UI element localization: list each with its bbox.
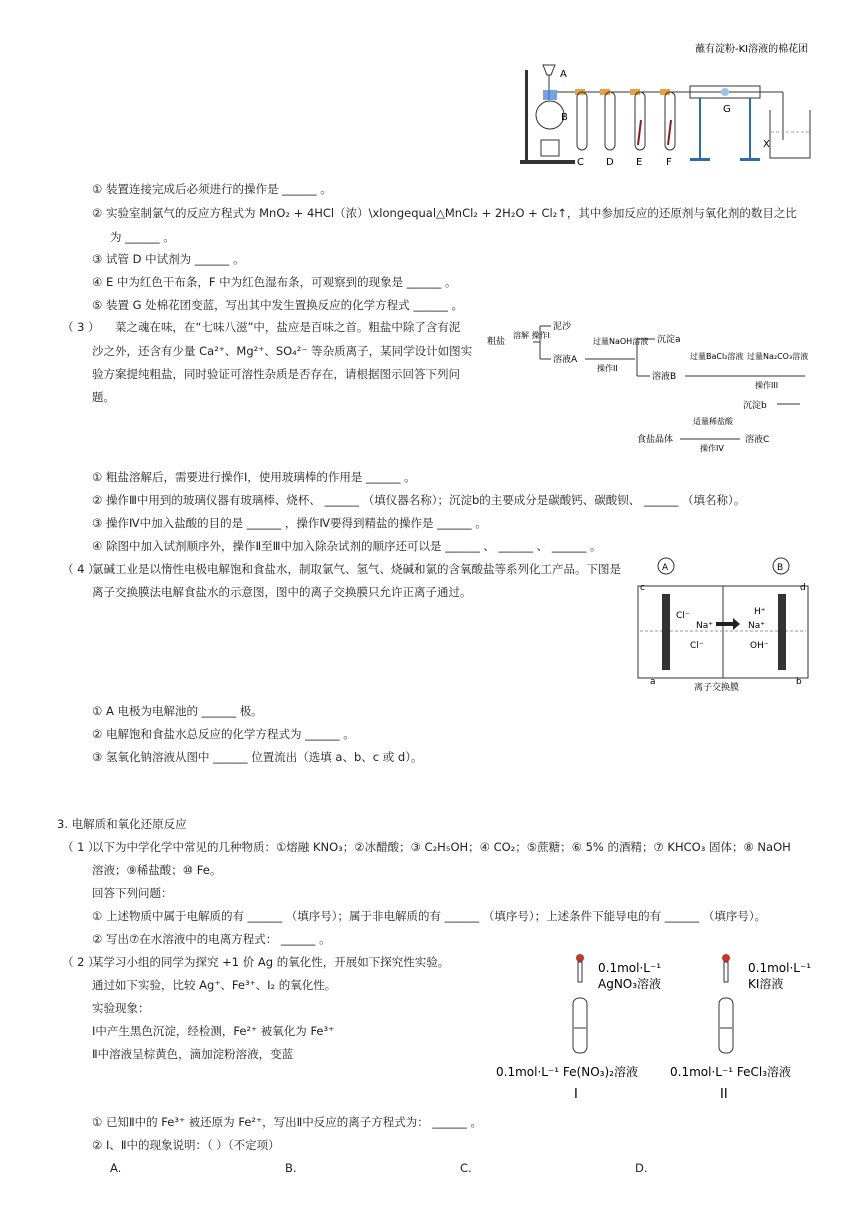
svg-text:X: X <box>763 139 770 150</box>
sec3-p1-q1: ① 上述物质中属于电解质的有 ______ （填序号）；属于非电解质的有 ______ （填序号）；上述条件下能导电的有 ______ （填序号）。 <box>92 909 767 923</box>
exp-left-num: I <box>574 1087 578 1102</box>
q2-3: ③ 试管 D 中试剂为 ______ 。 <box>92 252 245 266</box>
sec3-p1-c: 回答下列问题： <box>92 886 173 900</box>
cell-membrane: 离子交换膜 <box>694 683 740 693</box>
sec3-p1-a: 以下为中学化学中常见的几种物质：①熔融 KNO₃；②冰醋酸；③ C₂H₅OH；④ CO₂；⑤蔗糖；⑥ 5% 的酒精；⑦ KHCO₃ 固体；⑧ NaOH <box>92 840 791 854</box>
flow-precA: 沉淀a <box>657 335 681 345</box>
cell-c: c <box>640 583 645 593</box>
exp-left-top1: 0.1mol·L⁻¹ <box>598 961 662 975</box>
option-b[interactable]: B. <box>285 1161 297 1175</box>
flow-reag3b: 过量Na₂CO₃溶液 <box>747 352 809 361</box>
svg-text:A: A <box>560 69 567 80</box>
q3-3: ③ 操作Ⅳ中加入盐酸的目的是 ______ ，操作Ⅳ要得到精盐的操作是 ______ 。 <box>92 516 487 530</box>
sec3-p2-d: Ⅰ中产生黑色沉淀，经检测，Fe²⁺ 被氧化为 Fe³⁺ <box>92 1024 335 1038</box>
svg-text:G: G <box>723 104 731 115</box>
flow-reag3a: 过量BaCl₂溶液 <box>690 352 744 361</box>
flow-solC: 溶液C <box>745 435 770 445</box>
q4-3: ③ 氢氧化钠溶液从图中 ______ 位置流出（选填 a、b、c 或 d）。 <box>92 750 423 764</box>
sec3-p1-number: （ 1 ） <box>62 840 100 854</box>
experiment-figure <box>492 948 812 1108</box>
q2-5: ⑤ 装置 G 处棉花团变蓝，写出其中发生置换反应的化学方程式 ______ 。 <box>92 298 463 312</box>
q2-4: ④ E 中为红色干布条，F 中为红色湿布条，可观察到的现象是 ______ 。 <box>92 275 457 289</box>
sec3-p1-q2: ② 写出⑦在水溶液中的电离方程式： ______ 。 <box>92 932 331 946</box>
sec3-p2-a: 某学习小组的同学为探究 +1 价 Ag 的氧化性，开展如下探究性实验。 <box>92 955 450 969</box>
sec3-q1: ① 已知Ⅱ中的 Fe³⁺ 被还原为 Fe²⁺，写出Ⅱ中反应的离子方程式为： ______ 。 <box>92 1115 483 1129</box>
flow-op3: 操作III <box>755 381 779 390</box>
part4-text-2: 离子交换膜法电解食盐水的示意图，图中的离子交换膜只允许正离子通过。 <box>92 585 472 599</box>
cell-h: H⁺ <box>754 607 766 617</box>
option-c[interactable]: C. <box>460 1161 472 1175</box>
q2-2b: 为 ______ 。 <box>110 230 175 244</box>
flow-salt: 食盐晶体 <box>637 435 674 445</box>
apparatus-figure <box>505 40 825 170</box>
exp-left-top2: AgNO₃溶液 <box>598 977 662 991</box>
cell-oh: OH⁻ <box>750 641 769 651</box>
q2-2: ② 实验室制氯气的反应方程式为 MnO₂ + 4HCl（浓）\xlongequal△MnCl₂ + 2H₂O + Cl₂↑，其中参加反应的还原剂与氧化剂的数目之比 <box>92 206 797 220</box>
option-a[interactable]: A. <box>110 1161 122 1175</box>
flow-op2: 操作II <box>597 364 618 373</box>
flow-solA: 溶液A <box>553 355 578 365</box>
sec3-p2-e: Ⅱ中溶液呈棕黄色，滴加淀粉溶液，变蓝 <box>92 1047 294 1061</box>
cell-b: b <box>796 677 802 687</box>
sec3-q2: ② Ⅰ、Ⅱ中的现象说明：（ ）（不定项） <box>92 1138 280 1152</box>
cotton-label: 蘸有淀粉-KI溶液的棉花团 <box>695 44 809 55</box>
part3-text-4: 题。 <box>92 390 115 404</box>
part4-text-1: 氯碱工业是以惰性电极电解饱和食盐水，制取氯气、氢气、烧碱和氯的含氧酸盐等系列化工产品。下图是 <box>92 562 621 576</box>
part4-number: （ 4 ） <box>62 562 100 576</box>
svg-text:B: B <box>561 112 568 123</box>
flow-precB: 沉淀b <box>743 401 767 411</box>
sec3-p1-b: 溶液；⑨稀盐酸；⑩ Fe。 <box>92 863 222 877</box>
cell-na2: Na⁺ <box>748 621 765 631</box>
flow-start: 粗盐 <box>487 337 506 347</box>
cell-cl1: Cl⁻ <box>676 611 690 621</box>
q4-1: ① A 电极为电解池的 ______ 极。 <box>92 704 263 718</box>
electrolysis-cell-figure <box>628 556 823 696</box>
svg-text:C: C <box>577 157 584 168</box>
cell-a: a <box>650 677 656 687</box>
part3-text-1: 菜之魂在味，在“七味八滋”中，盐应是百味之首。粗盐中除了含有泥 <box>115 320 461 334</box>
exp-right-bottom: 0.1mol·L⁻¹ FeCl₃溶液 <box>670 1065 792 1079</box>
purification-flowchart <box>485 314 815 454</box>
exp-right-top2: KI溶液 <box>748 977 784 991</box>
q3-4: ④ 除图中加入试剂顺序外，操作Ⅱ至Ⅲ中加入除杂试剂的顺序还可以是 ______ 、 ______ 、 ______ 。 <box>92 539 602 553</box>
sec3-title: 3. 电解质和氧化还原反应 <box>57 817 187 831</box>
exp-left-bottom: 0.1mol·L⁻¹ Fe(NO₃)₂溶液 <box>496 1065 638 1079</box>
flow-mud: 泥沙 <box>553 322 572 332</box>
flow-reag4: 适量稀盐酸 <box>693 417 733 426</box>
cell-d: d <box>800 583 806 593</box>
q2-1: ① 装置连接完成后必须进行的操作是 ______ 。 <box>92 182 332 196</box>
part3-number: （ 3 ） <box>62 320 100 334</box>
exp-right-num: II <box>720 1087 728 1102</box>
cell-B: B <box>777 563 784 573</box>
sec3-p2-c: 实验现象： <box>92 1001 150 1015</box>
q3-2: ② 操作Ⅲ中用到的玻璃仪器有玻璃棒、烧杯、 ______ （填仪器名称）；沉淀b的主要成分是碳酸钙、碳酸钡、 ______ （填名称）。 <box>92 493 746 507</box>
flow-solB: 溶液B <box>652 372 677 382</box>
flow-op4: 操作IV <box>700 444 724 453</box>
sec3-p2-b: 通过如下实验，比较 Ag⁺、Fe³⁺、I₂ 的氧化性。 <box>92 978 337 992</box>
cell-cl2: Cl⁻ <box>690 641 704 651</box>
svg-text:E: E <box>636 157 643 168</box>
flow-reag2: 过量NaOH溶液 <box>593 337 649 346</box>
flow-op1: 溶解 操作I <box>513 331 550 340</box>
part3-text-3: 验方案提纯粗盐，同时验证可溶性杂质是否存在，请根据图示回答下列问 <box>92 367 460 381</box>
svg-text:F: F <box>666 157 672 168</box>
svg-text:D: D <box>606 157 614 168</box>
cell-A: A <box>662 563 669 573</box>
exp-right-top1: 0.1mol·L⁻¹ <box>748 961 812 975</box>
q3-1: ① 粗盐溶解后，需要进行操作Ⅰ，使用玻璃棒的作用是 ______ 。 <box>92 470 416 484</box>
part3-text-2: 沙之外，还含有少量 Ca²⁺、Mg²⁺、SO₄²⁻ 等杂质离子，某同学设计如图实 <box>92 344 473 358</box>
option-d[interactable]: D. <box>635 1161 648 1175</box>
q4-2: ② 电解饱和食盐水总反应的化学方程式为 ______ 。 <box>92 727 355 741</box>
sec3-p2-number: （ 2 ） <box>62 955 100 969</box>
cell-na: Na⁺ <box>696 621 713 631</box>
